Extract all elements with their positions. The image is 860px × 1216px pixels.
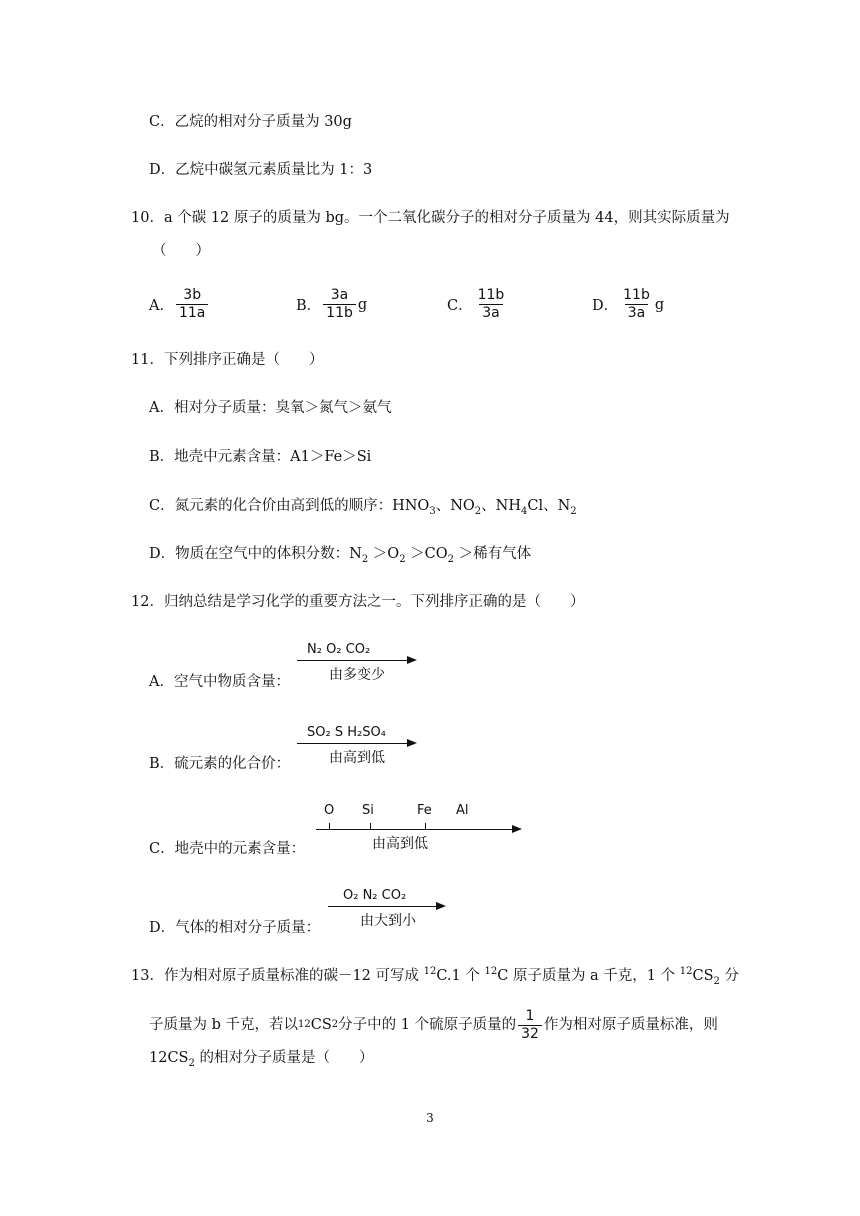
diagram-caption: 由高到低 [329,750,385,766]
fraction: $\frac{11b}{3a}$ [623,287,650,321]
q12-option-d-label: D．气体的相对分子质量： [149,920,321,936]
arrow-head-icon [436,902,446,910]
q9-option-d: D．乙烷中碳氢元素质量比为 1：3 [149,162,373,178]
arrow-head-icon [407,656,417,664]
axis-label: O [324,803,335,818]
q9-option-c: C．乙烷的相对分子质量为 30g [149,114,352,130]
q11-option-d: D．物质在空气中的体积分数：$N_2 >O_2 >CO_2$ ＞稀有气体 [149,546,532,565]
q12-option-c-diagram [316,803,526,855]
diagram-items: O₂ N₂ CO₂ [343,888,407,903]
q11-option-a: A．相对分子质量：臭氧＞氮气＞氨气 [149,400,392,416]
q10-paren: （ ） [152,243,210,259]
q10-stem: 10．a 个碳 12 原子的质量为 bg。一个二氧化碳分子的相对分子质量为 44，则其实际质量为 [131,210,730,226]
arrow [316,829,512,830]
arrow [328,906,436,907]
axis-label: Si [362,803,374,818]
arrow [297,660,407,661]
diagram-caption: 由多变少 [329,667,385,683]
fraction: $\frac{3a}{11b}$ [323,287,356,322]
diagram-caption: 由大到小 [360,913,416,929]
q13-line-3: $12CS_2$ 的相对分子质量是（ ） [149,1050,374,1069]
q13-line-1: 13．作为相对原子质量标准的碳－12 可写成 $^{12}$C.1 个 $^{12}$C 原子质量为 a 千克，1 个 $^{12}CS_2$ 分 [131,966,739,987]
q13-line-2: 子质量为 b 千克，若以 12 CS 2 分子中的 1 个硫原子质量的 $\frac{1}{32}$ 作为相对原子质量标准，则 [149,1007,718,1042]
q12-option-a-diagram [297,640,427,690]
q10-option-c: C． $\frac{11b}{3a}$ [447,287,509,322]
q10-option-b: B． $\frac{3a}{11b}$ g [296,287,368,321]
page-number: 3 [426,1111,434,1125]
arrow-head-icon [512,825,522,833]
q12-option-d-diagram [328,886,458,936]
fraction: $\frac{11b}{3a}$ [477,287,505,321]
tick [370,823,371,830]
q12-stem: 12．归纳总结是学习化学的重要方法之一。下列排序正确的是（ ） [131,594,585,610]
q10-option-d: D． $\frac{11b}{3a}$ g [592,287,665,321]
q11-stem: 11．下列排序正确是（ ） [131,352,324,368]
diagram-caption: 由高到低 [372,836,428,852]
fraction: $\frac{3b}{11a}$ [176,287,208,322]
arrow [297,743,407,744]
axis-label: Al [456,803,469,818]
q12-option-b-diagram [297,723,427,773]
fraction: $\frac{1}{32}$ [518,1008,542,1043]
q11-option-b: B．地壳中元素含量：A1＞Fe＞Si [149,449,372,465]
q12-option-c-label: C．地壳中的元素含量： [149,841,306,857]
q10-option-a: A． $\frac{3b}{11a}$ [149,287,210,322]
arrow-head-icon [407,739,417,747]
q11-option-c: C．氮元素的化合价由高到低的顺序：$HNO_3$、$NO_2$、$NH_4Cl$、$N_2$ [149,498,577,517]
diagram-items: N₂ O₂ CO₂ [307,642,371,657]
tick [329,823,330,830]
q12-option-b-label: B．硫元素的化合价： [149,756,291,772]
tick [425,823,426,830]
diagram-items: SO₂ S H₂SO₄ [307,725,386,740]
q12-option-a-label: A．空气中物质含量： [149,674,290,690]
axis-label: Fe [417,803,432,818]
